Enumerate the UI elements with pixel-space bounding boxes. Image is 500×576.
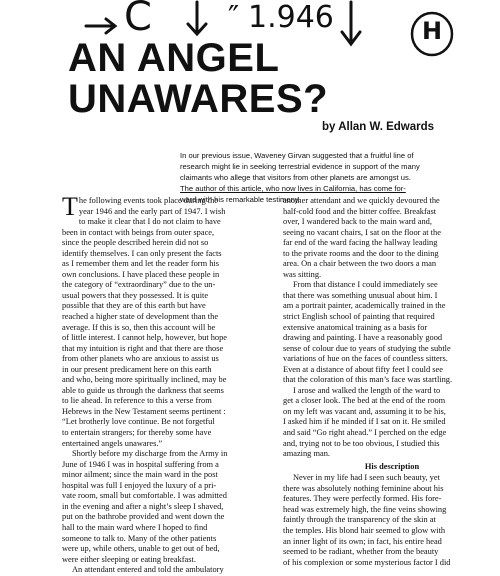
- text-line: that there was something unusual about him. I: [283, 290, 438, 300]
- article-column-right: [283, 196, 500, 568]
- text-line: to entertain strangers; for thereby some have: [62, 428, 212, 438]
- text-line: able to guide us through the darkness that seems: [62, 385, 224, 395]
- text-line: drawing and painting. I have a reasonably good: [283, 333, 443, 343]
- text-line: another attendant and we quickly devoured the: [283, 196, 440, 205]
- handwritten-prefix-mark: ″: [228, 0, 240, 35]
- drop-cap: T: [62, 196, 78, 221]
- text-line: were up, while others, unable to get out of bed,: [62, 544, 220, 554]
- title-line-2: UNAWARES?: [68, 77, 329, 121]
- text-line: seemed to be radiant, whether from the beauty: [283, 547, 439, 557]
- text-line: From that distance I could immediately see: [293, 280, 438, 290]
- text-line: been in contact with beings from outer space,: [62, 227, 215, 237]
- text-line: the category of “extraordinary” due to the un-: [62, 280, 216, 290]
- text-line: strict English school of painting that required: [283, 312, 435, 322]
- text-line: am a portrait painter, academically trained in the: [283, 301, 446, 311]
- text-line: I arose and walked the length of the ward to: [293, 385, 441, 395]
- text-line: an inner light of its own; in fact, his entire head: [283, 536, 442, 546]
- article-title: [68, 38, 328, 120]
- intro-line: claimants who allege that visitors from other planets are amongst us.: [180, 173, 411, 182]
- text-line: get a closer look. The bed at the end of the room: [283, 396, 446, 406]
- text-line: Hebrews in the New Testament seems pertinent :: [62, 406, 226, 416]
- text-line: hospital was full I enjoyed the luxury of a pri-: [62, 480, 217, 490]
- section-subheading: His description: [364, 461, 420, 471]
- text-line: Even at a distance of about fifty feet I could see: [283, 364, 443, 374]
- text-line: half-cold food and the bitter coffee. Breakfast: [283, 206, 437, 216]
- text-line: seeing no vacant chairs, I sat on the floor at the: [283, 227, 441, 237]
- text-line: as I remember them and let the reader form his: [62, 259, 219, 269]
- text-line: vate room, small but comfortable. I was admitted: [62, 491, 227, 501]
- text-line: area. On a chair between the two doors a man: [283, 259, 437, 269]
- text-line: someone to talk to. Many of the other patients: [62, 533, 217, 543]
- intro-line: ward with his remarkable testimony.: [180, 195, 301, 204]
- text-line: minor ailment; since the main ward in the post: [62, 470, 218, 480]
- text-line: entertained angels unawares.”: [62, 438, 163, 448]
- text-line: of his complexion or some mysterious factor I did: [283, 557, 451, 567]
- text-line: since the people described herein did not so: [62, 238, 209, 248]
- handwritten-arrow-down-icon: [182, 0, 212, 40]
- text-line: amazing man.: [283, 449, 330, 459]
- text-line: Shortly before my discharge from the Army in: [72, 449, 228, 459]
- text-line: average. If this is so, then this account will be: [62, 322, 216, 332]
- intro-line: research might lie in seeking terrestrial evidence in support of the many: [180, 162, 420, 171]
- text-line: year 1946 and the early part of 1947. I wish: [78, 206, 226, 216]
- text-line: to the private rooms and the door to the dining: [283, 248, 439, 258]
- text-line: to lie ahead. In reference to this a verse from: [62, 396, 212, 406]
- text-line: extensive anatomical training as a basis for: [283, 322, 428, 332]
- text-line: faintly through the transparency of the skin at: [283, 515, 436, 525]
- text-line: were either sleeping or eating breakfast.: [62, 554, 196, 564]
- handwritten-arrow-down-icon-2: [336, 0, 366, 50]
- byline: by Allan W. Edwards: [322, 121, 435, 133]
- text-line: I asked him if he minded if I sat on it. He smiled: [283, 417, 446, 427]
- text-line: far end of the ward facing the hallway leading: [283, 238, 438, 248]
- text-line: The following events took place during the: [62, 196, 218, 221]
- text-line: June of 1946 I was in hospital suffering from a: [62, 459, 219, 469]
- text-line: own conclusions. I have placed these people in: [62, 269, 220, 279]
- text-line: and, trying not to be too obvious, I studied this: [283, 438, 440, 448]
- text-line: identify themselves. I can only present the facts: [62, 248, 222, 258]
- handwritten-year-number: 1.946: [248, 0, 334, 35]
- text-line: in our present predicament here on this earth: [62, 364, 212, 374]
- handwritten-arrow-right-icon: [84, 14, 124, 38]
- handwritten-circled-letter: H: [422, 17, 443, 45]
- text-line: and said “Go right ahead.” I perched on the edge: [283, 428, 447, 438]
- text-line: the temples. His blond hair seemed to glow with: [283, 525, 446, 535]
- text-line: hall to the main ward where I hoped to find: [62, 522, 208, 532]
- text-line: possible that they are of this earth but have: [62, 301, 206, 311]
- intro-line: The author of this article, who now lives in California, has come for-: [180, 184, 406, 193]
- text-line: variations of hue on the faces of countless sitters.: [283, 354, 448, 364]
- text-line: “Let brotherly love continue. Be not forgetful: [62, 417, 215, 427]
- article-column-left: [62, 196, 280, 576]
- text-line: and who, being more spiritually inclined, may be: [62, 375, 227, 385]
- intro-line: In our previous issue, Waveney Girvan suggested that a fruitful line of: [180, 151, 414, 160]
- text-line: features. They were perfectly formed. His fore-: [283, 494, 442, 504]
- text-line: in the evening and after a night’s sleep I shaved,: [62, 501, 224, 511]
- text-line: that my intuition is right and that there are those: [62, 343, 224, 353]
- text-line: head was extremely high, the fine veins showing: [283, 504, 447, 514]
- text-line: was sitting.: [283, 269, 322, 279]
- text-line: Never in my life had I seen such beauty, yet: [293, 473, 440, 483]
- text-line: reached a higher state of development than the: [62, 312, 219, 322]
- handwritten-letter-c: C: [124, 0, 152, 40]
- text-line: An attendant entered and told the ambulatory: [72, 565, 224, 575]
- text-line: there was absolutely nothing feminine about his: [283, 483, 444, 493]
- text-line: sense of colour due to years of studying the subtle: [283, 343, 451, 353]
- text-line: over, I wandered back to the main ward and,: [283, 217, 432, 227]
- text-line: from other planets who are anxious to assist us: [62, 354, 219, 364]
- title-line-1: AN ANGEL: [68, 36, 280, 80]
- text-line: of little interest. I cannot help, however, but hope: [62, 333, 228, 343]
- text-line: to make it clear that I do not claim to have: [78, 217, 221, 227]
- text-line: usual powers that they possessed. It is quite: [62, 290, 209, 300]
- text-line: put on the bathrobe provided and went down the: [62, 512, 225, 522]
- text-line: that the coloration of this man’s face was startling.: [283, 375, 453, 385]
- text-line: on my left was vacant and, assuming it to be his,: [283, 406, 446, 416]
